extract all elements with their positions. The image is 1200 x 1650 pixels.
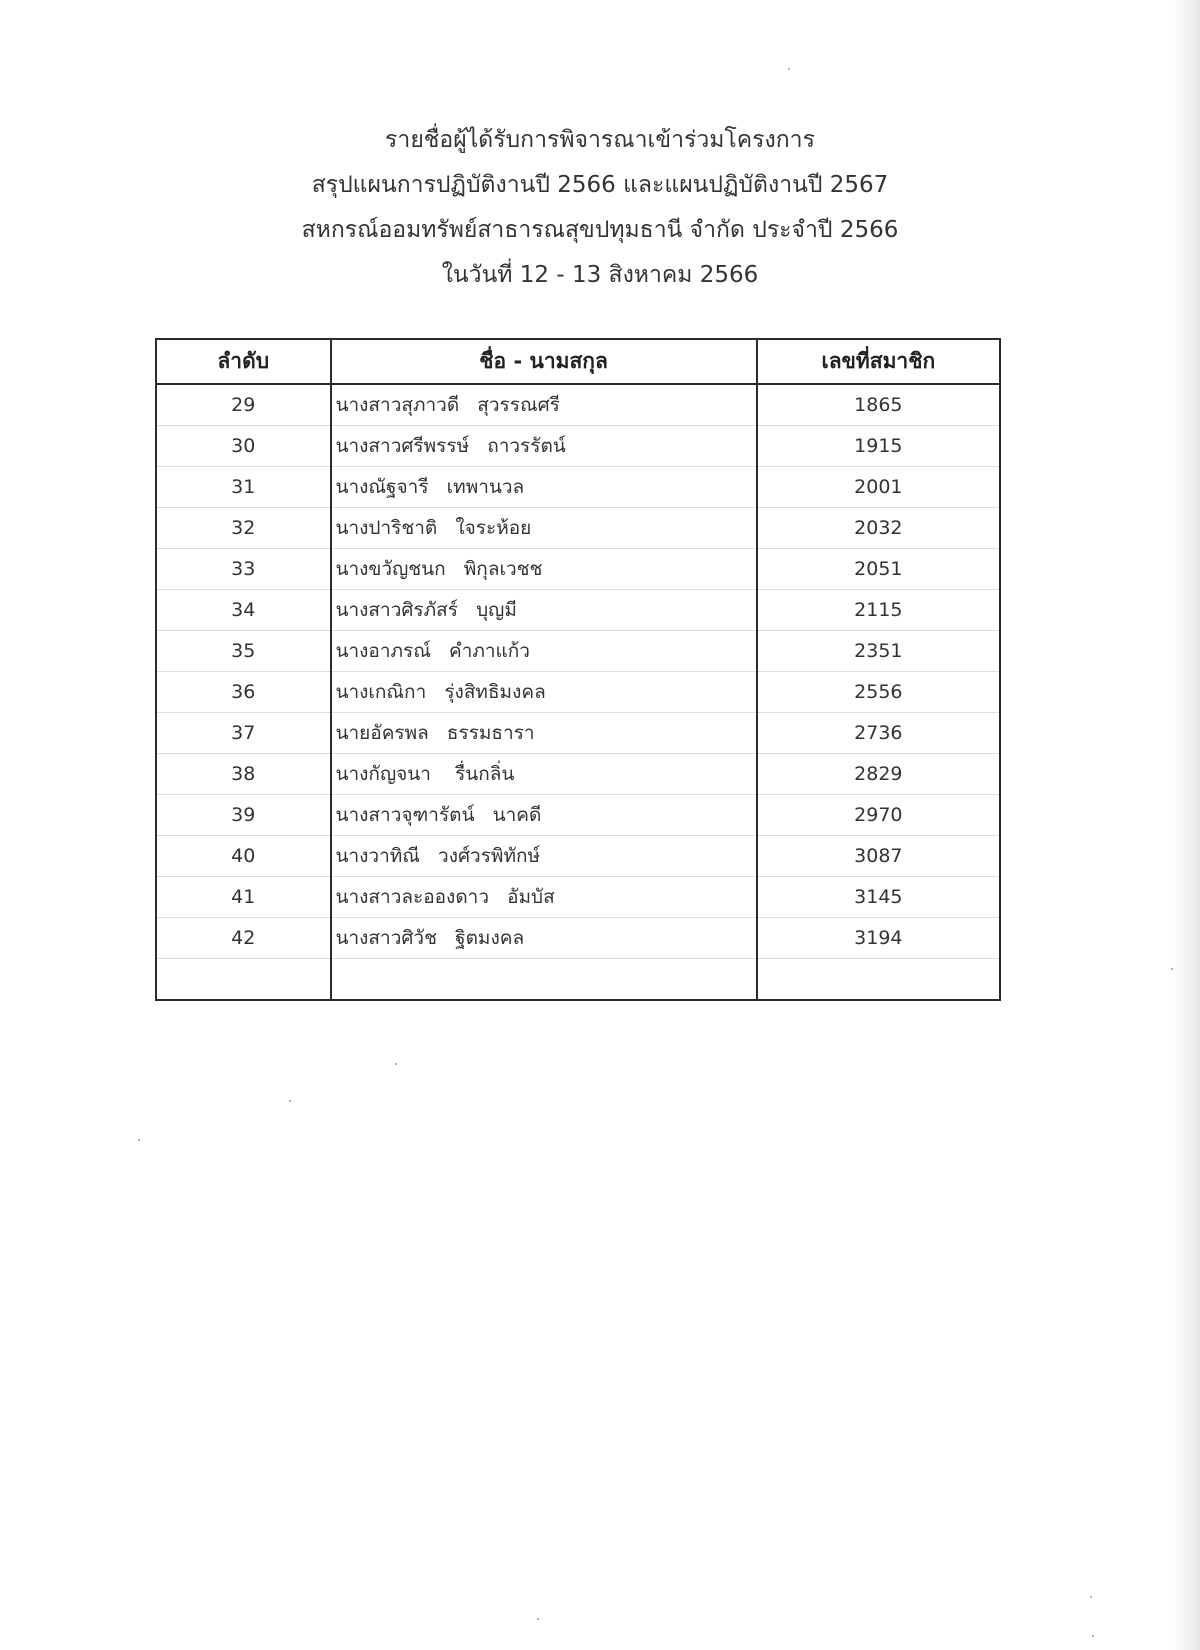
heading-line-2: สรุปแผนการปฏิบัติงานปี 2566 และแผนปฏิบัติงานปี 2567	[311, 172, 889, 198]
name-cell: นายอัครพล ธรรมธารา	[331, 713, 757, 754]
table-row	[156, 508, 1000, 549]
scan-speck	[1092, 1635, 1094, 1637]
scan-speck	[138, 1139, 140, 1141]
table-row	[156, 590, 1000, 631]
heading-line-4: ในวันที่ 12 - 13 สิงหาคม 2566	[441, 262, 759, 288]
scan-speck	[788, 68, 790, 70]
member-list-table	[155, 338, 1001, 1001]
name-cell: นางขวัญชนก พิกุลเวชช	[331, 549, 757, 590]
member-no-cell: 3087	[757, 836, 1000, 877]
table-row	[156, 877, 1000, 918]
member-no-cell: 2556	[757, 672, 1000, 713]
name-cell: นางสาวจุฑารัตน์ นาคดี	[331, 795, 757, 836]
seq-cell: 32	[156, 508, 331, 549]
header-member-no: เลขที่สมาชิก	[757, 339, 1000, 384]
name-cell: นางสาวละอองดาว อัมบัส	[331, 877, 757, 918]
table-row	[156, 631, 1000, 672]
table-row	[156, 426, 1000, 467]
empty-cell	[757, 959, 1000, 1001]
member-no-cell: 2970	[757, 795, 1000, 836]
scan-speck	[537, 1618, 539, 1620]
scan-speck	[395, 1063, 397, 1065]
empty-table-row	[156, 959, 1000, 1001]
scan-speck	[1171, 968, 1173, 970]
table-row	[156, 918, 1000, 959]
heading-line-1: รายชื่อผู้ได้รับการพิจารณาเข้าร่วมโครงการ	[385, 127, 815, 153]
member-no-cell: 3145	[757, 877, 1000, 918]
name-cell: นางกัญจนา รื่นกลิ่น	[331, 754, 757, 795]
seq-cell: 34	[156, 590, 331, 631]
table-row	[156, 549, 1000, 590]
header-name: ชื่อ - นามสกุล	[331, 339, 757, 384]
seq-cell: 36	[156, 672, 331, 713]
member-no-cell: 1915	[757, 426, 1000, 467]
scan-speck	[1090, 1596, 1092, 1598]
member-no-cell: 3194	[757, 918, 1000, 959]
name-cell: นางเกณิกา รุ่งสิทธิมงคล	[331, 672, 757, 713]
seq-cell: 31	[156, 467, 331, 508]
table-row	[156, 754, 1000, 795]
member-no-cell: 2032	[757, 508, 1000, 549]
heading-line-3: สหกรณ์ออมทรัพย์สาธารณสุขปทุมธานี จำกัด ประจำปี 2566	[301, 217, 899, 243]
table-row	[156, 836, 1000, 877]
member-no-cell: 2051	[757, 549, 1000, 590]
name-cell: นางณัฐจารี เทพานวล	[331, 467, 757, 508]
name-cell: นางปาริชาติ ใจระห้อย	[331, 508, 757, 549]
name-cell: นางสาวสุภาวดี สุวรรณศรี	[331, 384, 757, 426]
seq-cell: 41	[156, 877, 331, 918]
table-row	[156, 672, 1000, 713]
table-row	[156, 467, 1000, 508]
seq-cell: 33	[156, 549, 331, 590]
scan-speck	[289, 1100, 291, 1102]
name-cell: นางวาทิณี วงศ์วรพิทักษ์	[331, 836, 757, 877]
name-cell: นางสาวศรีพรรษ์ ถาวรรัตน์	[331, 426, 757, 467]
header-seq: ลำดับ	[156, 339, 331, 384]
member-no-cell: 1865	[757, 384, 1000, 426]
seq-cell: 35	[156, 631, 331, 672]
table-body	[156, 384, 1000, 1000]
member-no-cell: 2115	[757, 590, 1000, 631]
name-cell: นางสาวศิวัช ฐิตมงคล	[331, 918, 757, 959]
document-heading	[0, 118, 1200, 298]
seq-cell: 30	[156, 426, 331, 467]
empty-cell	[331, 959, 757, 1001]
member-no-cell: 2001	[757, 467, 1000, 508]
table-row	[156, 713, 1000, 754]
name-cell: นางอาภรณ์ คำภาแก้ว	[331, 631, 757, 672]
member-no-cell: 2351	[757, 631, 1000, 672]
seq-cell: 40	[156, 836, 331, 877]
member-no-cell: 2829	[757, 754, 1000, 795]
seq-cell: 38	[156, 754, 331, 795]
name-cell: นางสาวศิรภัสร์ บุญมี	[331, 590, 757, 631]
seq-cell: 42	[156, 918, 331, 959]
seq-cell: 37	[156, 713, 331, 754]
table-row	[156, 384, 1000, 426]
seq-cell: 39	[156, 795, 331, 836]
empty-cell	[156, 959, 331, 1001]
table-header-row	[156, 339, 1000, 384]
member-no-cell: 2736	[757, 713, 1000, 754]
seq-cell: 29	[156, 384, 331, 426]
table-row	[156, 795, 1000, 836]
